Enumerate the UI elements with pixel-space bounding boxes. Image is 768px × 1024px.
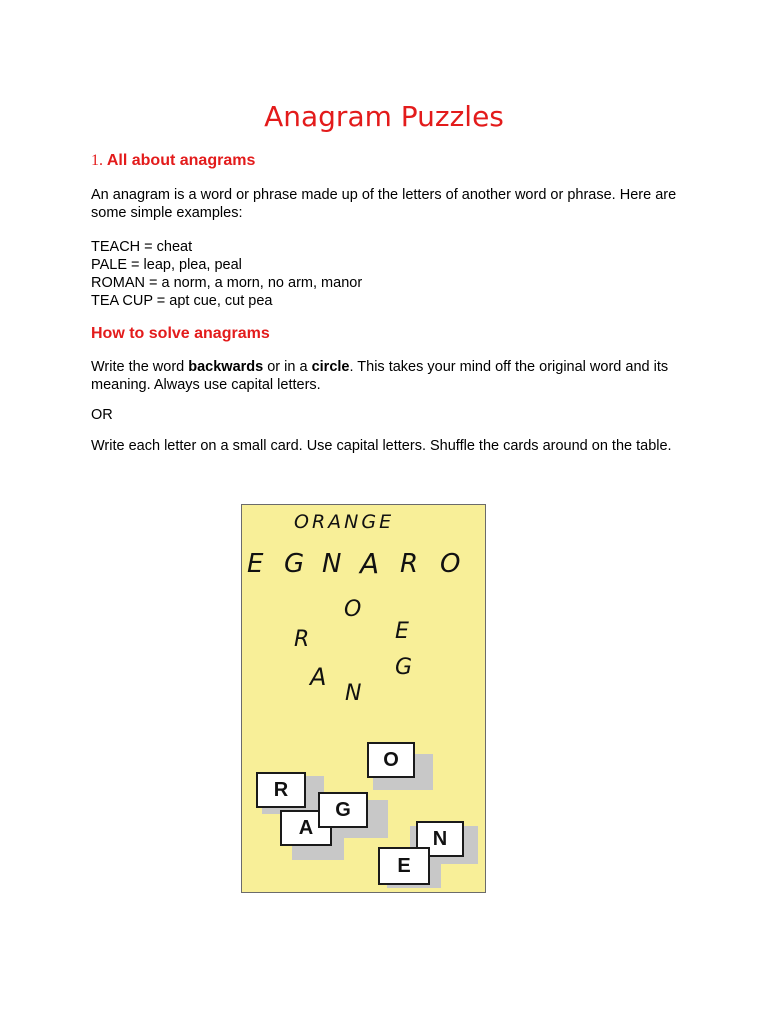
or-text: OR — [91, 407, 113, 423]
letter-card: O — [367, 742, 415, 778]
backwards-letter: O — [440, 549, 461, 579]
letter-card: N — [416, 821, 464, 857]
letter-card: R — [256, 772, 306, 808]
circle-letter: E — [395, 619, 409, 644]
tip-text: Write the word — [91, 359, 189, 375]
section-number: 1. — [91, 152, 103, 169]
backwards-letter: G — [284, 549, 305, 579]
circle-letter: R — [294, 627, 310, 652]
example-line: PALE = leap, plea, peal — [91, 257, 242, 273]
letter-card: G — [318, 792, 368, 828]
examples-list — [91, 238, 362, 310]
orange-anagram-illustration — [241, 504, 486, 893]
letter-card: A — [280, 810, 332, 846]
example-line: TEACH = cheat — [91, 239, 193, 255]
backwards-letter: A — [360, 547, 380, 580]
circle-letter: N — [345, 681, 362, 706]
tip-text: or in a — [263, 359, 312, 375]
example-line: TEA CUP = apt cue, cut pea — [91, 293, 273, 309]
section-heading-about — [91, 152, 255, 170]
section-heading-solve: How to solve anagrams — [91, 325, 270, 342]
handwritten-word: ORANGE — [294, 511, 395, 533]
circle-letter: O — [344, 597, 362, 622]
circle-letter: G — [395, 655, 413, 680]
tip-bold-circle: circle — [311, 359, 350, 375]
backwards-letter: E — [247, 549, 264, 579]
circle-letter: A — [310, 663, 327, 691]
tip-bold-backwards: backwards — [188, 359, 264, 375]
tip-paragraph-2: Write each letter on a small card. Use capital letters. Shuffle the cards around on the table. — [91, 438, 672, 454]
intro-paragraph: An anagram is a word or phrase made up of the letters of another word or phrase. Here are some simple examples: — [91, 187, 677, 221]
tip-text: . This takes your mind off the original word and its meaning. Always use capital letters. — [91, 359, 669, 393]
tip-paragraph-1 — [91, 358, 681, 394]
backwards-letter: R — [400, 549, 419, 579]
backwards-letter: N — [322, 549, 342, 579]
section-heading-text: All about anagrams — [106, 152, 256, 169]
letter-card: E — [378, 847, 430, 885]
example-line: ROMAN = a norm, a morn, no arm, manor — [91, 275, 363, 291]
page-title: Anagram Puzzles — [264, 100, 504, 133]
